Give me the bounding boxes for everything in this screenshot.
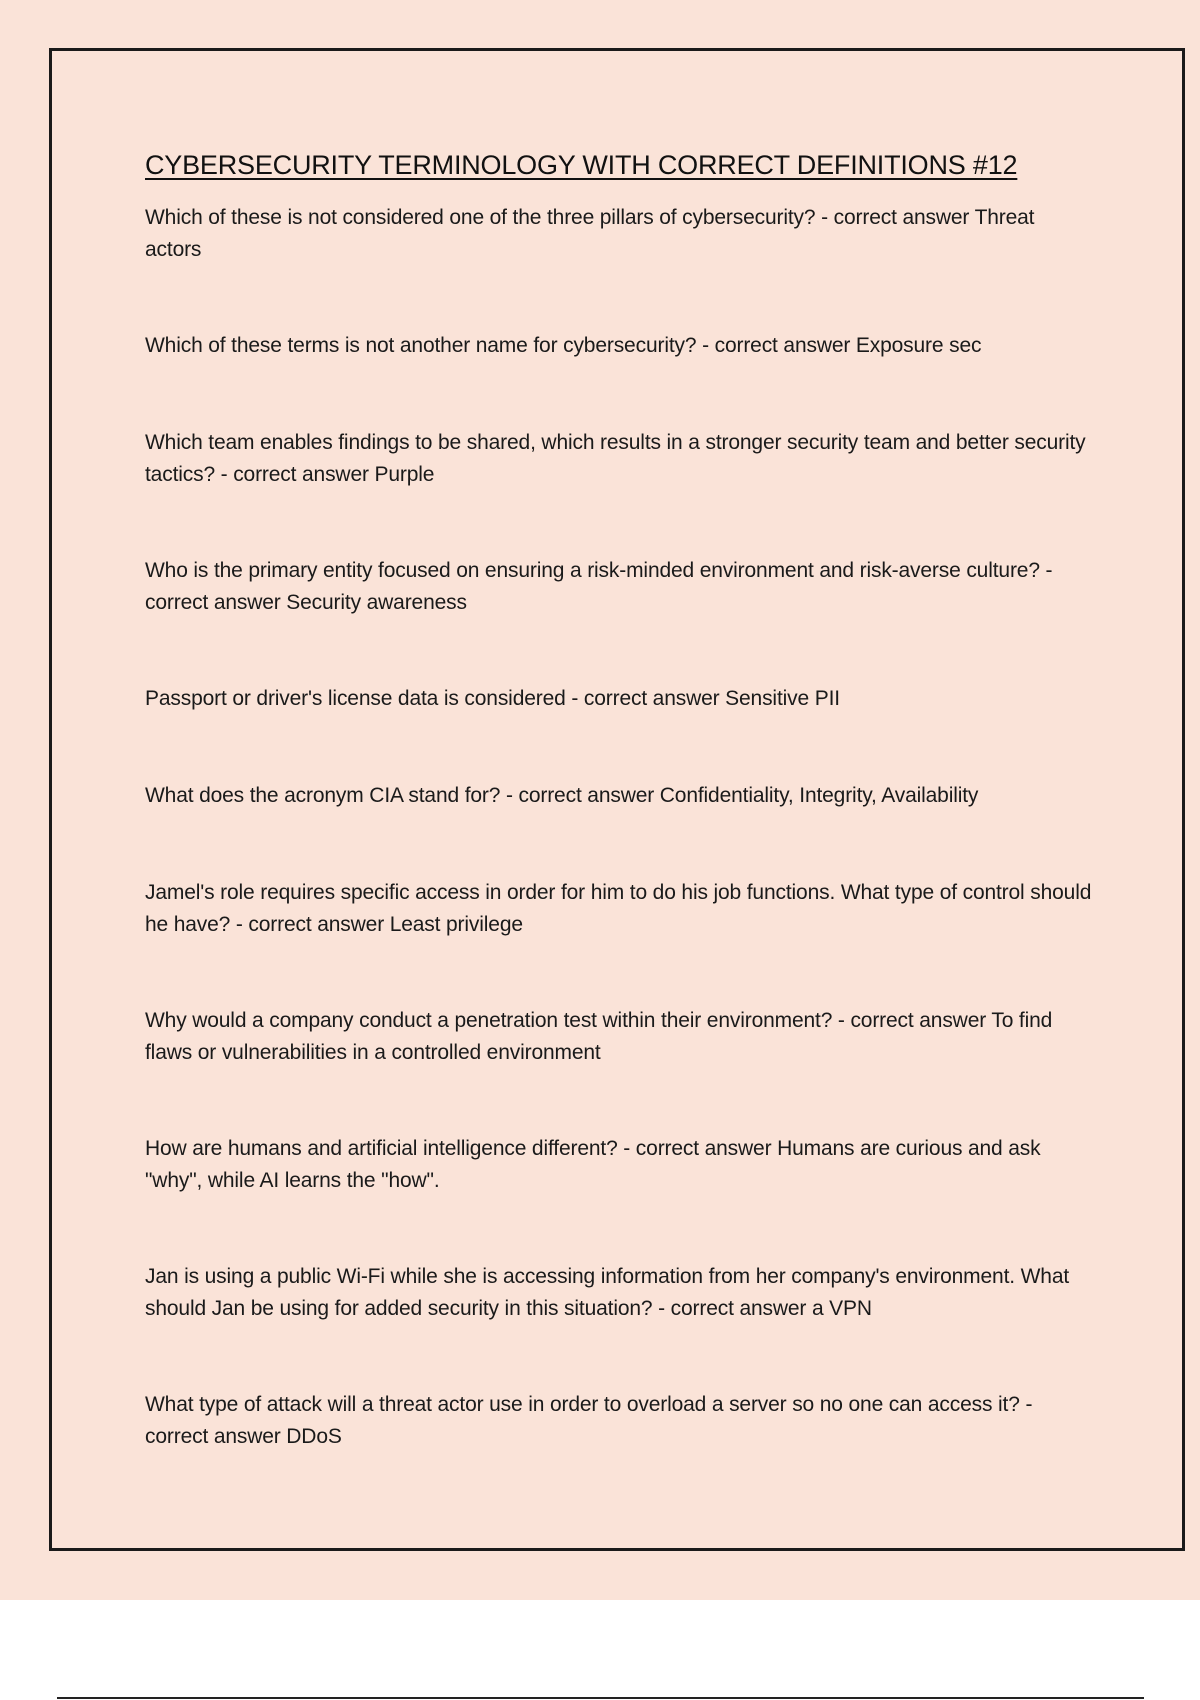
qa-item: Which team enables findings to be shared, which results in a stronger security team and better security tactics? - correct answer Purple: [145, 431, 1086, 486]
qa-item: Jan is using a public Wi-Fi while she is accessing information from her company's environment. What should Jan be using for added security in this situation? - correct answer a VPN: [145, 1265, 1070, 1320]
qa-item: Why would a company conduct a penetration test within their environment? - correct answer To find flaws or vulnerabilities in a controlled environment: [145, 1009, 1053, 1064]
qa-item: What does the acronym CIA stand for? - correct answer Confidentiality, Integrity, Availability: [145, 784, 979, 807]
footer-divider: [57, 1697, 1144, 1699]
document-title: CYBERSECURITY TERMINOLOGY WITH CORRECT DEFINITIONS #12: [145, 150, 1018, 180]
qa-item: Jamel's role requires specific access in order for him to do his job functions. What type of control should he have? - correct answer Least privilege: [145, 881, 1092, 936]
qa-item: Who is the primary entity focused on ensuring a risk-minded environment and risk-averse culture? - correct answer Security awareness: [145, 559, 1053, 614]
qa-item: Passport or driver's license data is considered - correct answer Sensitive PII: [145, 687, 840, 710]
qa-item: Which of these terms is not another name for cybersecurity? - correct answer Exposure sec: [145, 334, 982, 357]
qa-item: How are humans and artificial intelligence different? - correct answer Humans are curious and ask "why", while AI learns the "how".: [145, 1137, 1041, 1192]
qa-item: What type of attack will a threat actor use in order to overload a server so no one can access it? - correct answer DDoS: [145, 1393, 1033, 1448]
qa-list: [145, 202, 1095, 1453]
qa-item: Which of these is not considered one of the three pillars of cybersecurity? - correct answer Threat actors: [145, 206, 1035, 261]
document-content: [145, 148, 1095, 1517]
